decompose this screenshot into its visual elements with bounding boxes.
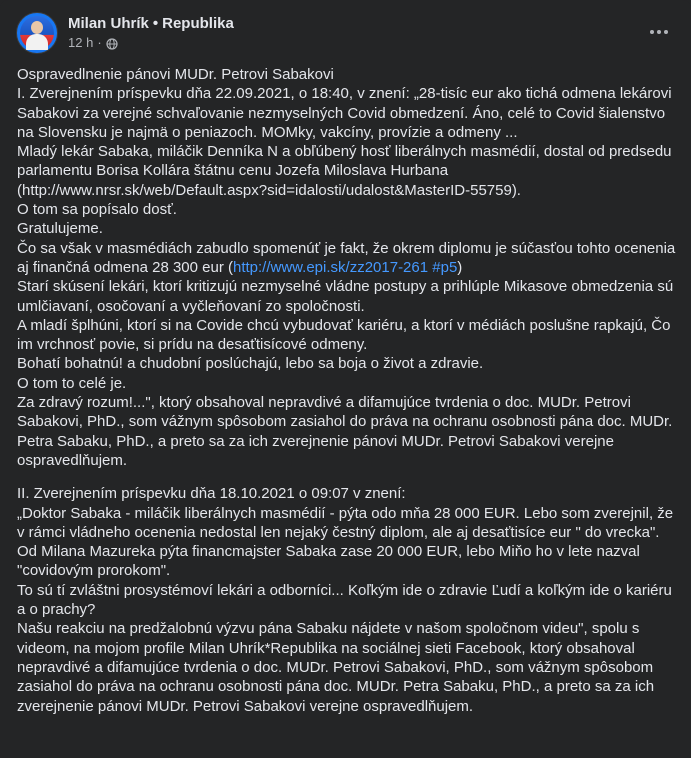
forgot-close: ) [457, 258, 463, 276]
group-name[interactable]: Republika [162, 15, 234, 32]
author-name[interactable]: Milan Uhrík [68, 15, 149, 32]
avatar-image [20, 16, 54, 50]
forgot-text: Čo sa však v masmédiách zabudlo spomenúť je fakt, že okrem diplomu je súčasťou tohto ocenenia aj finančná odmena 28 300 eur ( [17, 239, 680, 276]
paragraph-young: A mladí šplhúni, ktorí si na Covide chcú vybudovať kariéru, a ktorí v médiách poslušne rapkajú, Čo im vrchnosť povie, si prídu na desaťtisícové odmeny. [17, 316, 675, 354]
paragraph-forgot [17, 239, 680, 278]
post-time[interactable]: 12 h [68, 35, 94, 50]
paragraph-intro-1: I. Zverejnením príspevku dňa 22.09.2021, o 18:40, v znení: „28-tisíc eur ako tichá odmena lekárovi Sabakovi za verejné schvaľovanie nezmyselných Covid obmedzení. Áno, celé to Covid šialenstvo na Slovensku je najmä o peniazoch. MOMky, vakcíny, provízie a odmeny ... [17, 85, 676, 141]
paragraph-system: To sú tí zvláštni prosystémoví lekári a odborníci... Koľkým ide o zdravie Ľudí a koľkým ide o kariéru a o prachy? [17, 581, 677, 619]
avatar[interactable] [16, 12, 58, 54]
post-title: Ospravedlnenie pánovi MUDr. Petrovi Sabakovi [17, 66, 334, 83]
paragraph-written: O tom sa popísalo dosť. [17, 201, 177, 219]
paragraph-intro-2: II. Zverejnením príspevku dňa 18.10.2021 o 09:07 v znení: [17, 485, 406, 503]
more-options-button[interactable] [645, 18, 673, 46]
paragraph-old-doctors: Starí skúsení lekári, ktorí kritizujú nezmyselné vládne postupy a prihlúple Mikasove obmedzenia sú umlčiavaní, osočovaní a vyčleňovaní zo spoločnosti. [17, 278, 678, 315]
post-meta [68, 14, 234, 52]
paragraph-reason: Za zdravý rozum!...", ktorý obsahoval nepravdivé a difamujúce tvrdenia o doc. MUDr. Petrovi Sabakovi, PhD., som vážnym spôsobom zasiahol do práva na ochranu osobnosti pána doc. MUDr. Petra Sabaku, PhD., a preto sa za ich zverejnenie pánovi MUDr. Petrovi Sabakovi verejne ospravedlňujem. [17, 394, 677, 469]
time-separator: · [97, 35, 102, 50]
paragraph-mazurek: Od Milana Mazureka pýta financmajster Sabaka zase 20 000 EUR, lebo Miňo ho v lete nazval "covidovým prorokom". [17, 543, 645, 580]
author-line [68, 14, 234, 34]
paragraph-all: O tom to celé je. [17, 374, 127, 392]
paragraph-video: Našu reakciu na predžalobnú výzvu pána Sabaku nájdete v našom spoločnom videu", spolu s videom, na mojom profile Milan Uhrík*Republika na sociálnej sieti Facebook, ktorý obsahoval nepravdivé a difamujúce tvrdenia o doc. MUDr. Petrovi Sabakovi, PhD., som vážnym spôsobom zasiahol do práva na ochranu osobnosti pána doc. MUDr. Petra Sabaku, PhD., a preto sa za ich zverejnenie pánovi MUDr. Petrovi Sabakovi verejne ospravedlňujem. [17, 620, 659, 715]
timestamp-line [68, 34, 234, 52]
post-body [17, 65, 680, 716]
paragraph-rich: Bohatí bohatnú! a chudobní poslúchajú, lebo sa boja o život a zdravie. [17, 355, 484, 373]
globe-icon[interactable] [106, 37, 118, 49]
author-separator: • [152, 15, 159, 32]
paragraph-doctor: Mladý lekár Sabaka, miláčik Denníka N a obľúbený hosť liberálnych masmédií, dostal od predsedu parlamentu Borisa Kollára štátnu cenu Jozefa Miloslava Hurbana (http://www.nrsr.sk/web/Default.aspx?sid=idalosti/udalost&MasterID-55759). [17, 143, 676, 199]
paragraph-congrats: Gratulujeme. [17, 220, 103, 238]
post-header [16, 12, 234, 54]
epi-link[interactable]: http://www.epi.sk/zz2017-261 #p5 [232, 258, 458, 276]
more-dots-icon [649, 29, 669, 35]
paragraph-quote: „Doktor Sabaka - miláčik liberálnych masmédií - pýta odo mňa 28 000 EUR. Lebo som zverejnil, že v rámci vládneho ocenenia nedostal len nejaký čestný diplom, ale aj desaťtisíce eur " do vrecka". [17, 504, 678, 541]
